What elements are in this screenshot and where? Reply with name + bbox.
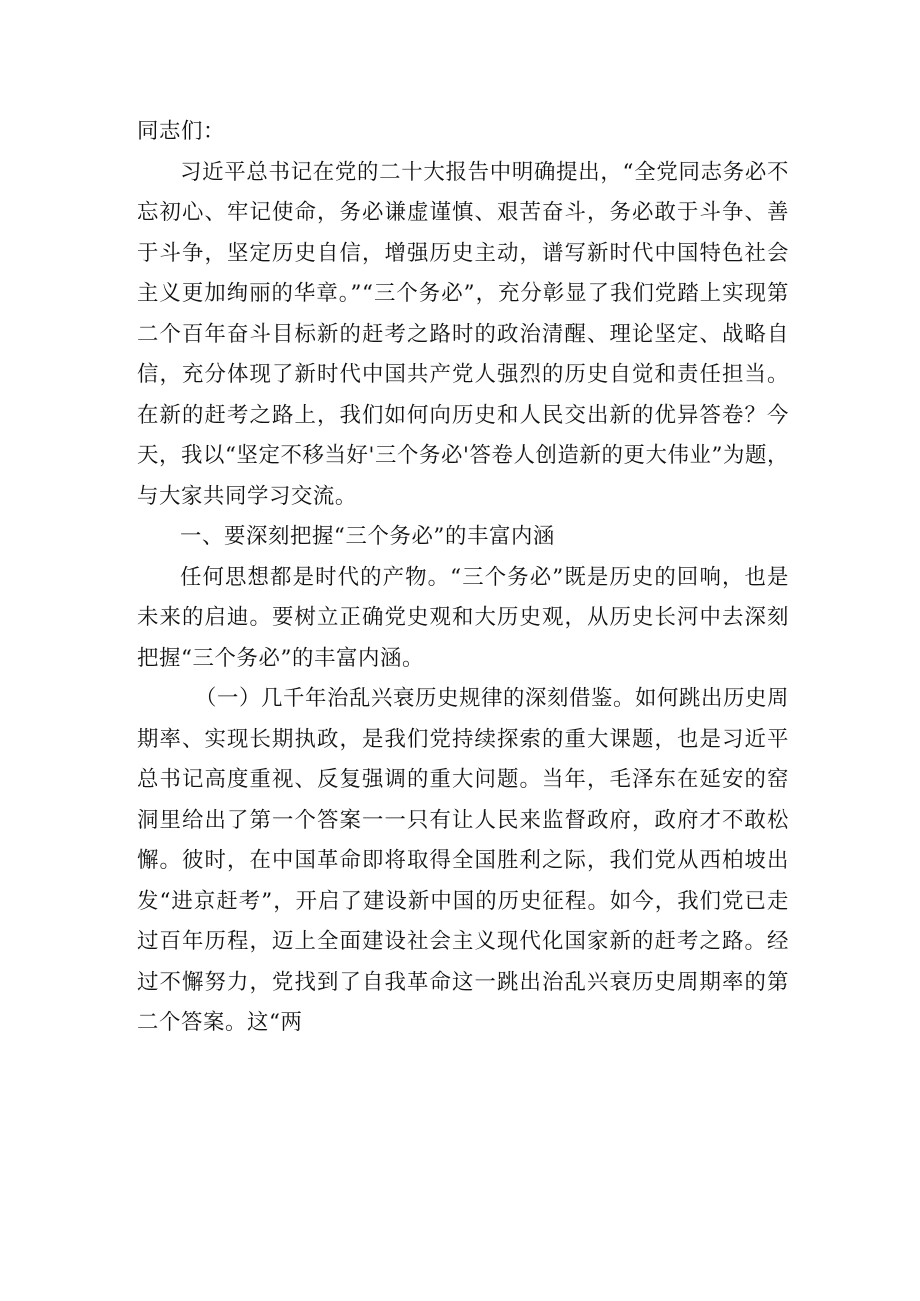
document-body xyxy=(137,112,789,1044)
subsection-paragraph-1: （一）几千年治乱兴衰历史规律的深刻借鉴。如何跳出历史周期率、实现长期执政，是我们党持续探索的重大课题，也是习近平总书记高度重视、反复强调的重大问题。当年，毛泽东在延安的窑洞里给出了第一个答案一一只有让人民来监督政府，政府才不敢松懈。彼时，在中国革命即将取得全国胜利之际，我们党从西柏坡出发“进京赶考”，开启了建设新中国的历史征程。如今，我们党已走过百年历程，迈上全面建设社会主义现代化国家新的赶考之路。经过不懈努力，党找到了自我革命这一跳出治乱兴衰历史周期率的第二个答案。这“两 xyxy=(137,686,789,1035)
intro-paragraph: 习近平总书记在党的二十大报告中明确提出，“全党同志务必不忘初心、牢记使命，务必谦虚谨慎、艰苦奋斗，务必敢于斗争、善于斗争，坚定历史自信，增强历史主动，谱写新时代中国特色社会主义更加绚丽的华章。”“三个务必”，充分彰显了我们党踏上实现第二个百年奋斗目标新的赶考之路时的政治清醒、理论坚定、战略自信，充分体现了新时代中国共产党人强烈的历史自觉和责任担当。在新的赶考之路上，我们如何向历史和人民交出新的优异答卷？今天，我以“坚定不移当好'三个务必'答卷人创造新的更大伟业”为题，与大家共同学习交流。 xyxy=(137,159,789,509)
section-intro-paragraph: 任何思想都是时代的产物。“三个务必”既是历史的回响，也是未来的启迪。要树立正确党史观和大历史观，从历史长河中去深刻把握“三个务必”的丰富内涵。 xyxy=(137,564,789,671)
salutation: 同志们： xyxy=(137,119,225,144)
section-heading-1: 一、要深刻把握“三个务必”的丰富内涵 xyxy=(180,524,555,549)
